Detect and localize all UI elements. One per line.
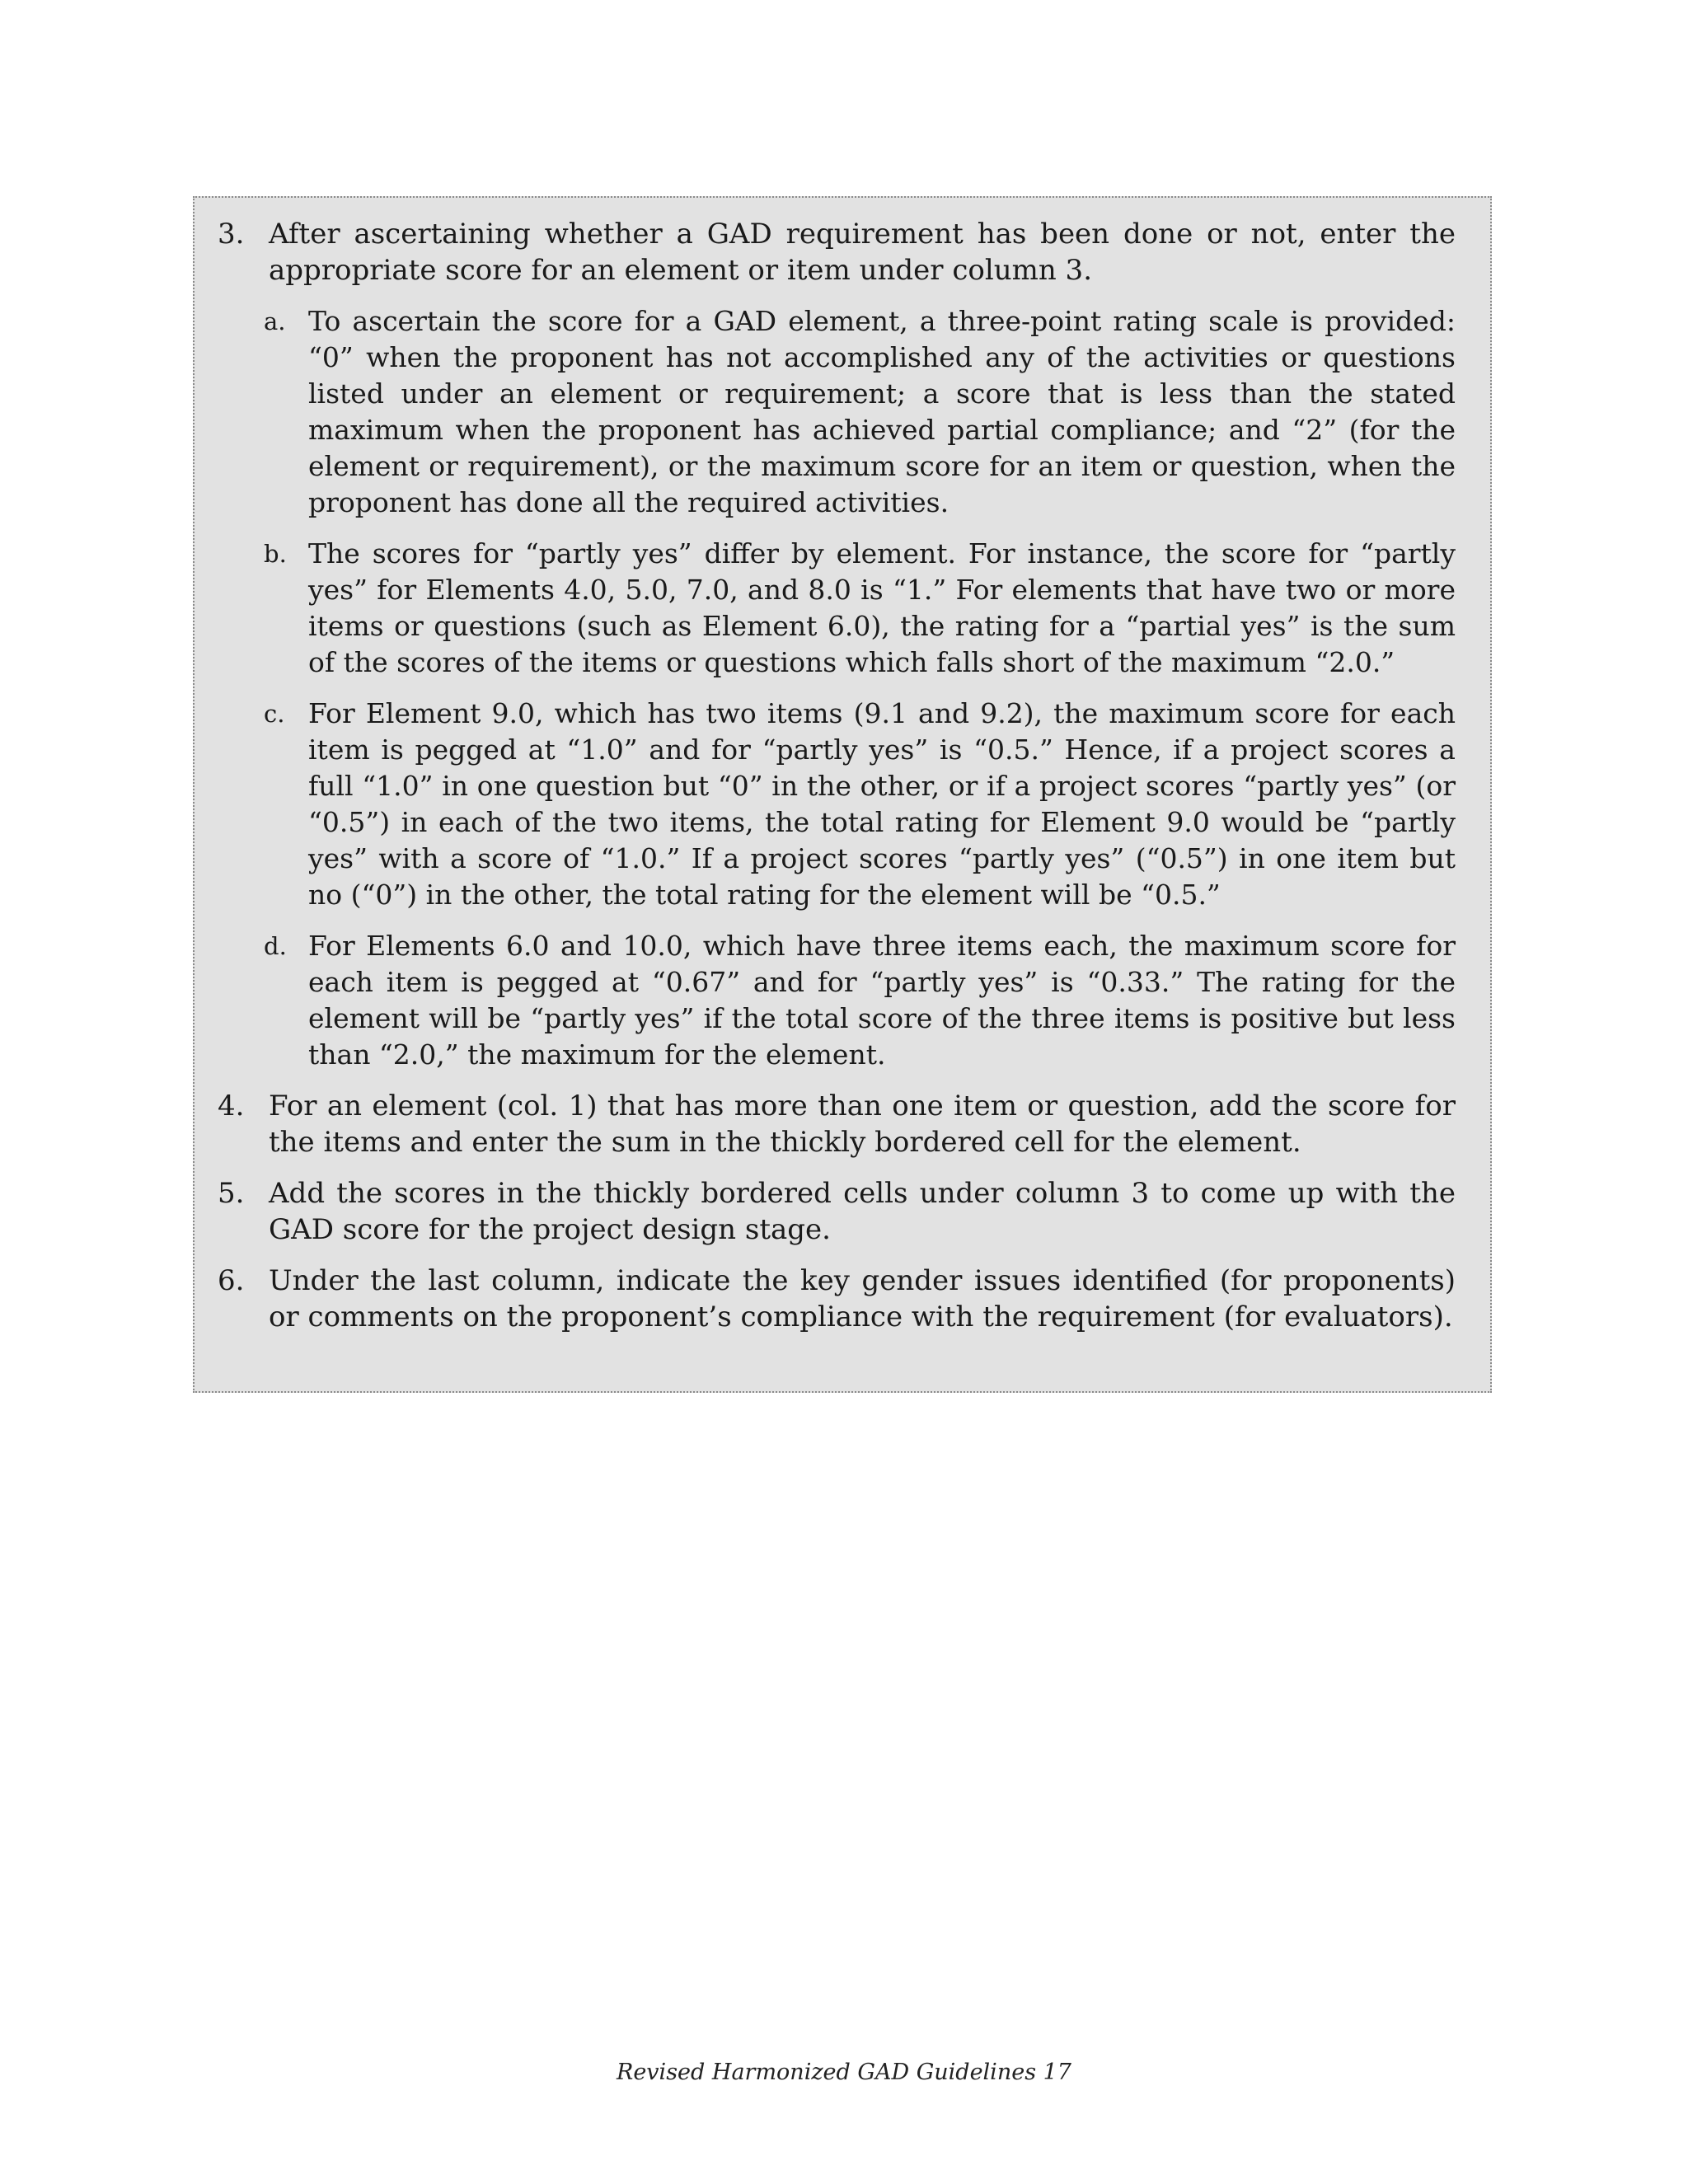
sub-text: To ascertain the score for a GAD element, a three-point rating scale is provided: “0” when the proponent has not accomplished any of the activities or questions listed under an element or requirement; a score that is less than the stated maximum when the proponent has achieved partial compliance; and “2” (for the element or requirement), or the maximum score for an item or question, when the proponent has done all the required activities. [308,305,1456,518]
item-text: Add the scores in the thickly bordered cells under column 3 to come up with the GAD score for the project design stage. [269,1177,1456,1246]
item-number: 4. [218,1090,245,1122]
sub-text: The scores for “partly yes” differ by element. For instance, the score for “partly yes” for Elements 4.0, 5.0, 7.0, and 8.0 is “1.” For elements that have two or more items or questions (such as Element 6.0), the rating for a “partial yes” is the sum of the scores of the items or questions which falls short of the maximum “2.0.” [308,537,1456,678]
page-footer: Revised Harmonized GAD Guidelines 17 [617,2060,1071,2085]
sub-item-a [264,303,1456,521]
item-number: 3. [218,218,245,251]
item-number: 5. [218,1177,245,1210]
sub-item-b [264,536,1456,681]
item-number: 6. [218,1264,245,1297]
instruction-item-3 [218,216,1456,1073]
instruction-item-5 [218,1175,1456,1248]
sub-item-d [264,928,1456,1073]
item-text: For an element (col. 1) that has more than one item or question, add the score for the items and enter the sum in the thickly bordered cell for the element. [269,1090,1456,1159]
sub-item-c [264,696,1456,913]
item-text: Under the last column, indicate the key gender issues identified (for proponents) or comments on the proponent’s compliance with the requirement (for evaluators). [269,1264,1456,1333]
sub-letter: a. [264,307,286,335]
instructions-box [193,196,1492,1393]
sub-list [264,303,1456,1073]
sub-text: For Elements 6.0 and 10.0, which have three items each, the maximum score for each item is pegged at “0.67” and for “partly yes” is “0.33.” The rating for the element will be “partly yes” if the total score of the three items is positive but less than “2.0,” the maximum for the element. [308,930,1456,1071]
instruction-item-6 [218,1263,1456,1335]
item-text: After ascertaining whether a GAD requirement has been done or not, enter the appropriate score for an element or item under column 3. [269,218,1456,287]
item-content [264,216,1456,1073]
sub-text: For Element 9.0, which has two items (9.1 and 9.2), the maximum score for each item is pegged at “1.0” and for “partly yes” is “0.5.” Hence, if a project scores a full “1.0” in one question but “0” in the other, or if a project scores “partly yes” (or “0.5”) in each of the two items, the total rating for Element 9.0 would be “partly yes” with a score of “1.0.” If a project scores “partly yes” (“0.5”) in one item but no (“0”) in the other, the total rating for the element will be “0.5.” [308,697,1456,911]
sub-letter: d. [264,932,287,960]
instruction-item-4 [218,1088,1456,1160]
sub-letter: b. [264,540,287,568]
sub-letter: c. [264,700,285,728]
